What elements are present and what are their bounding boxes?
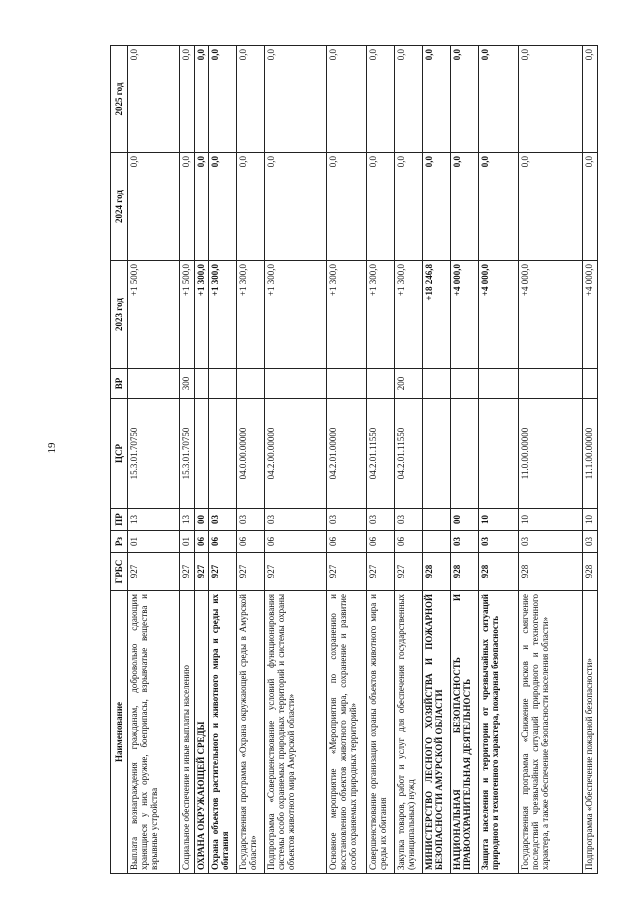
- rz-cell: 06: [395, 531, 423, 553]
- name-cell: МИНИСТЕРСТВО ЛЕСНОГО ХОЗЯЙСТВА И ПОЖАРНОЙ БЕЗОПАСНОСТИ АМУРСКОЙ ОБЛАСТИ: [423, 591, 451, 874]
- vr-cell: [327, 369, 367, 399]
- amount-2023-cell: +1 500,0: [180, 261, 195, 369]
- name-cell: Подпрограмма «Обеспечение пожарной безопасности»: [583, 591, 598, 874]
- col-header: ГРБС: [111, 553, 128, 591]
- grbs-cell: 927: [237, 553, 265, 591]
- name-cell: Выплата вознаграждения гражданам, добровольно сдающим хранящиеся у них оружие, боеприпасы, взрывчатые вещества и взрывные устройства: [128, 591, 180, 874]
- name-cell: Охрана объектов растительного и животного мира и среды их обитания: [209, 591, 237, 874]
- table-row: [327, 46, 367, 874]
- amount-2024-cell: 0,0: [479, 153, 519, 261]
- table-row: [265, 46, 327, 874]
- csr-cell: 04.2.01.11550: [367, 399, 395, 509]
- grbs-cell: 928: [423, 553, 451, 591]
- table-row: [519, 46, 583, 874]
- amount-2025-cell: 0,0: [327, 46, 367, 153]
- rz-cell: 06: [265, 531, 327, 553]
- amount-2024-cell: 0,0: [265, 153, 327, 261]
- rz-cell: 06: [327, 531, 367, 553]
- col-header: 2025 год: [111, 46, 128, 153]
- grbs-cell: 927: [395, 553, 423, 591]
- amount-2024-cell: 0,0: [195, 153, 209, 261]
- amount-2023-cell: +4 000,0: [519, 261, 583, 369]
- name-cell: ОХРАНА ОКРУЖАЮЩЕЙ СРЕДЫ: [195, 591, 209, 874]
- amount-2024-cell: 0,0: [451, 153, 479, 261]
- vr-cell: [195, 369, 209, 399]
- table-row: [395, 46, 423, 874]
- grbs-cell: 928: [519, 553, 583, 591]
- amount-2024-cell: 0,0: [237, 153, 265, 261]
- vr-cell: [128, 369, 180, 399]
- amount-2025-cell: 0,0: [265, 46, 327, 153]
- rz-cell: 06: [195, 531, 209, 553]
- budget-table-rotated: [110, 46, 594, 874]
- csr-cell: 15.3.01.70750: [180, 399, 195, 509]
- table-row: [237, 46, 265, 874]
- csr-cell: [195, 399, 209, 509]
- grbs-cell: 927: [128, 553, 180, 591]
- amount-2025-cell: 0,0: [519, 46, 583, 153]
- amount-2023-cell: +1 300,0: [265, 261, 327, 369]
- pr-cell: 03: [327, 509, 367, 531]
- table-row: [180, 46, 195, 874]
- amount-2025-cell: 0,0: [237, 46, 265, 153]
- pr-cell: 00: [451, 509, 479, 531]
- name-cell: Основное мероприятие «Мероприятия по сохранению и восстановлению объектов животного мира, сохранение и развитие особо охраняемых природных территорий»: [327, 591, 367, 874]
- amount-2025-cell: 0,0: [128, 46, 180, 153]
- table-row: [209, 46, 237, 874]
- pr-cell: [423, 509, 451, 531]
- pr-cell: 13: [128, 509, 180, 531]
- vr-cell: [423, 369, 451, 399]
- col-header: ЦСР: [111, 399, 128, 509]
- table-row: [451, 46, 479, 874]
- amount-2025-cell: 0,0: [451, 46, 479, 153]
- amount-2025-cell: 0,0: [180, 46, 195, 153]
- name-cell: Закупка товаров, работ и услуг для обеспечения государственных (муниципальных) нужд: [395, 591, 423, 874]
- name-cell: НАЦИОНАЛЬНАЯ БЕЗОПАСНОСТЬ И ПРАВООХРАНИТЕЛЬНАЯ ДЕЯТЕЛЬНОСТЬ: [451, 591, 479, 874]
- amount-2025-cell: 0,0: [209, 46, 237, 153]
- grbs-cell: 928: [451, 553, 479, 591]
- table-row: [128, 46, 180, 874]
- header-row: [111, 46, 128, 874]
- vr-cell: [583, 369, 598, 399]
- pr-cell: 03: [367, 509, 395, 531]
- rz-cell: 06: [209, 531, 237, 553]
- col-header: ВР: [111, 369, 128, 399]
- vr-cell: [265, 369, 327, 399]
- table-row: [423, 46, 451, 874]
- rz-cell: 03: [583, 531, 598, 553]
- amount-2024-cell: 0,0: [395, 153, 423, 261]
- amount-2023-cell: +1 300,0: [209, 261, 237, 369]
- amount-2024-cell: 0,0: [423, 153, 451, 261]
- amount-2023-cell: +4 000,0: [479, 261, 519, 369]
- amount-2023-cell: +1 300,0: [237, 261, 265, 369]
- amount-2025-cell: 0,0: [479, 46, 519, 153]
- csr-cell: [479, 399, 519, 509]
- vr-cell: [451, 369, 479, 399]
- rz-cell: 06: [237, 531, 265, 553]
- amount-2024-cell: 0,0: [367, 153, 395, 261]
- pr-cell: 03: [237, 509, 265, 531]
- grbs-cell: 927: [195, 553, 209, 591]
- rz-cell: 06: [367, 531, 395, 553]
- amount-2025-cell: 0,0: [195, 46, 209, 153]
- grbs-cell: 927: [327, 553, 367, 591]
- amount-2023-cell: +1 500,0: [128, 261, 180, 369]
- name-cell: Подпрограмма «Совершенствование условий функционирования системы особо охраняемых природных территорий и системы охраны объектов животного мира Амурской области»: [265, 591, 327, 874]
- csr-cell: 04.2.01.11550: [395, 399, 423, 509]
- name-cell: Совершенствование организации охраны объектов животного мира и среды их обитания: [367, 591, 395, 874]
- amount-2024-cell: 0,0: [583, 153, 598, 261]
- name-cell: Государственная программа «Охрана окружающей среды в Амурской области»: [237, 591, 265, 874]
- amount-2025-cell: 0,0: [367, 46, 395, 153]
- csr-cell: 11.1.00.00000: [583, 399, 598, 509]
- table-row: [195, 46, 209, 874]
- csr-cell: 04.2.00.00000: [265, 399, 327, 509]
- amount-2023-cell: +1 300,0: [395, 261, 423, 369]
- rz-cell: 01: [128, 531, 180, 553]
- table-row: [479, 46, 519, 874]
- csr-cell: [209, 399, 237, 509]
- csr-cell: 04.2.01.00000: [327, 399, 367, 509]
- amount-2024-cell: 0,0: [209, 153, 237, 261]
- grbs-cell: 927: [180, 553, 195, 591]
- csr-cell: [451, 399, 479, 509]
- vr-cell: [209, 369, 237, 399]
- csr-cell: 04.0.00.00000: [237, 399, 265, 509]
- table-row: [367, 46, 395, 874]
- pr-cell: 13: [180, 509, 195, 531]
- col-header: Наименование: [111, 591, 128, 874]
- col-header: 2024 год: [111, 153, 128, 261]
- pr-cell: 10: [479, 509, 519, 531]
- col-header: Рз: [111, 531, 128, 553]
- csr-cell: 15.3.01.70750: [128, 399, 180, 509]
- page-number: 19: [46, 442, 58, 454]
- amount-2023-cell: +4 000,0: [451, 261, 479, 369]
- rz-cell: [423, 531, 451, 553]
- pr-cell: 03: [209, 509, 237, 531]
- col-header: 2023 год: [111, 261, 128, 369]
- name-cell: Государственная программа «Снижение рисков и смягчение последствий чрезвычайных ситуаций природного и техногенного характера, а также обеспечение безопасности населения области»: [519, 591, 583, 874]
- grbs-cell: 928: [479, 553, 519, 591]
- name-cell: Защита населения и территории от чрезвычайных ситуаций природного и техногенного характера, пожарная безопасность: [479, 591, 519, 874]
- pr-cell: 10: [519, 509, 583, 531]
- grbs-cell: 927: [209, 553, 237, 591]
- amount-2024-cell: 0,0: [180, 153, 195, 261]
- rz-cell: 03: [451, 531, 479, 553]
- amount-2025-cell: 0,0: [395, 46, 423, 153]
- rz-cell: 03: [479, 531, 519, 553]
- amount-2024-cell: 0,0: [519, 153, 583, 261]
- vr-cell: [479, 369, 519, 399]
- grbs-cell: 927: [367, 553, 395, 591]
- csr-cell: 11.0.00.00000: [519, 399, 583, 509]
- budget-table: [110, 45, 598, 874]
- amount-2023-cell: +1 300,0: [367, 261, 395, 369]
- csr-cell: [423, 399, 451, 509]
- amount-2024-cell: 0,0: [327, 153, 367, 261]
- name-cell: Социальное обеспечение и иные выплаты населению: [180, 591, 195, 874]
- pr-cell: 00: [195, 509, 209, 531]
- table-row: [583, 46, 598, 874]
- pr-cell: 03: [395, 509, 423, 531]
- vr-cell: 300: [180, 369, 195, 399]
- amount-2023-cell: +4 000,0: [583, 261, 598, 369]
- pr-cell: 10: [583, 509, 598, 531]
- vr-cell: 200: [395, 369, 423, 399]
- grbs-cell: 927: [265, 553, 327, 591]
- amount-2025-cell: 0,0: [423, 46, 451, 153]
- grbs-cell: 928: [583, 553, 598, 591]
- vr-cell: [519, 369, 583, 399]
- rz-cell: 03: [519, 531, 583, 553]
- vr-cell: [367, 369, 395, 399]
- amount-2023-cell: +1 300,0: [195, 261, 209, 369]
- amount-2023-cell: +1 300,0: [327, 261, 367, 369]
- amount-2024-cell: 0,0: [128, 153, 180, 261]
- amount-2023-cell: +18 246,8: [423, 261, 451, 369]
- pr-cell: 03: [265, 509, 327, 531]
- rz-cell: 01: [180, 531, 195, 553]
- col-header: ПР: [111, 509, 128, 531]
- amount-2025-cell: 0,0: [583, 46, 598, 153]
- vr-cell: [237, 369, 265, 399]
